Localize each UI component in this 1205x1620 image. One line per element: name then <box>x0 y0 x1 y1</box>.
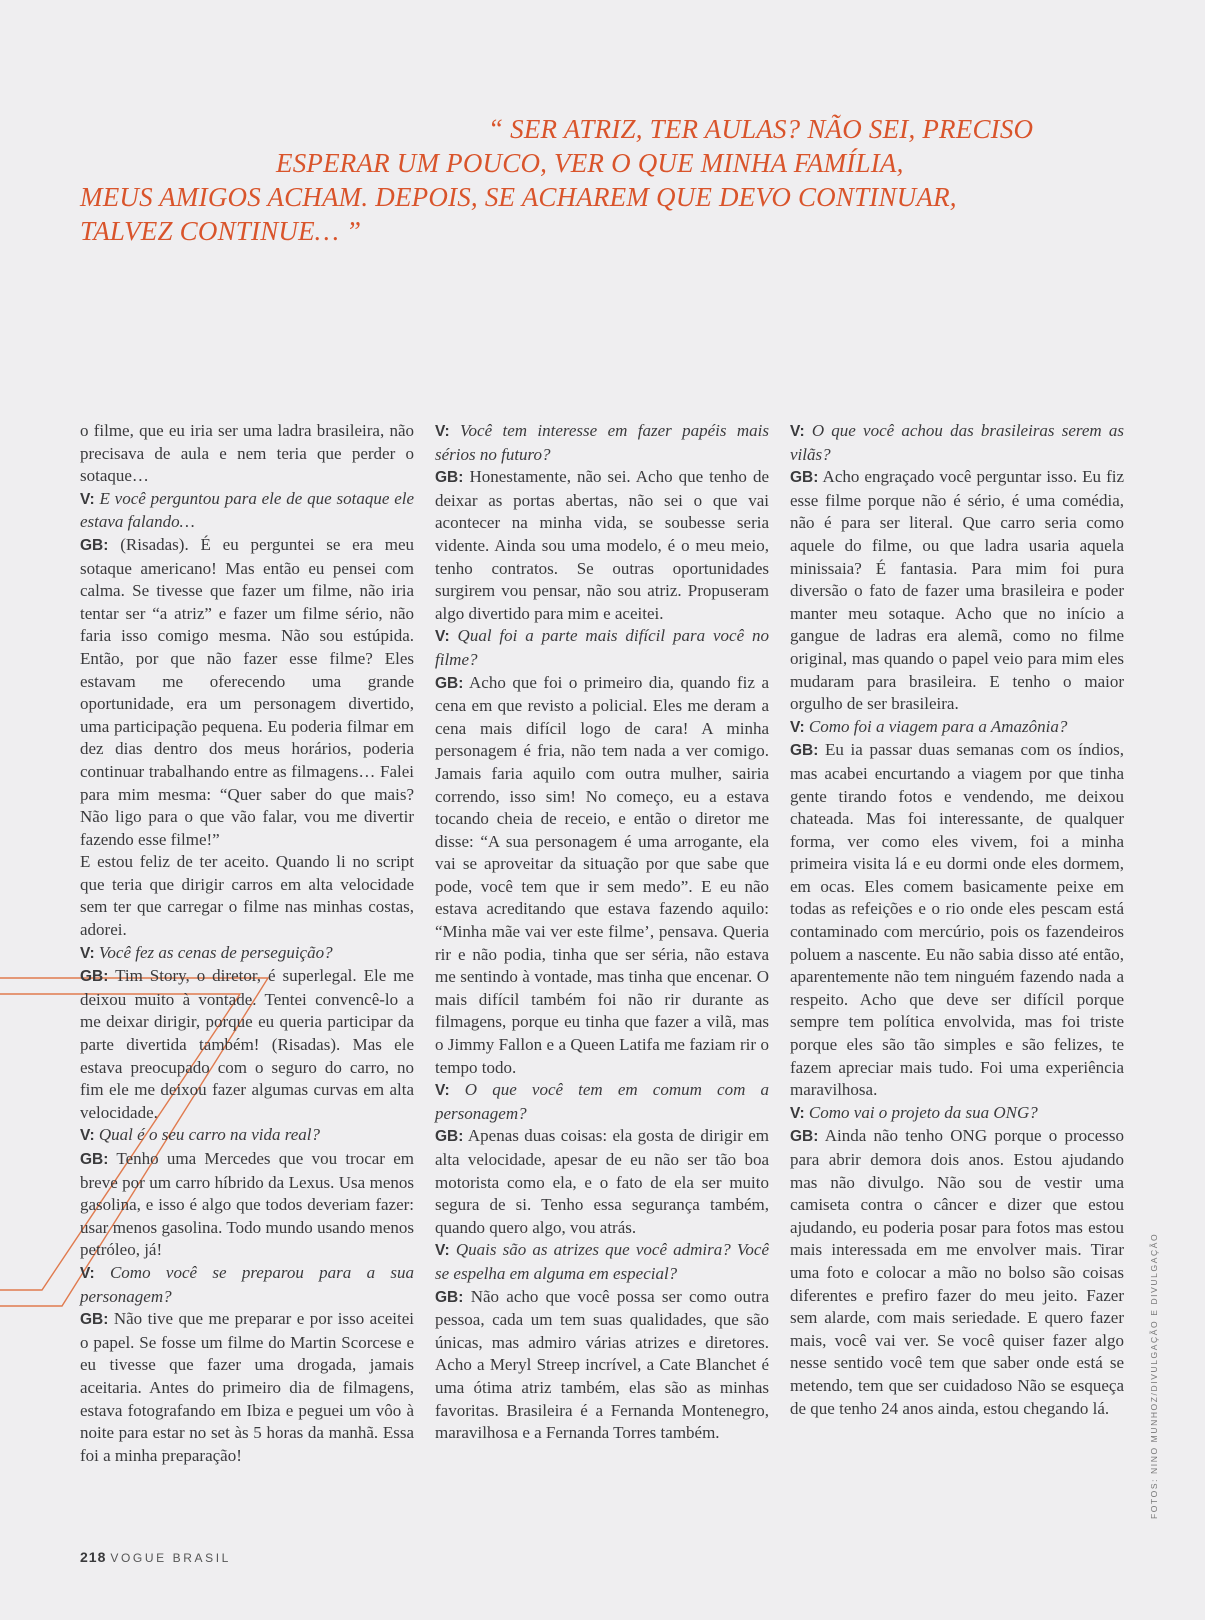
answer-text: Acho que foi o primeiro dia, quando fiz a cena em que revisto a policial. Eles me deram a cena mais difícil logo de cara! A minha personagem é fria, não tem nada a ver comigo. Jamais faria aquilo com outra mulher, sairia correndo, isso sim! No começo, eu a estava tocando cheia de receio, e então o diretor me disse: “A sua personagem é uma arrogante, ela vai se aproveitar da situação por que sabe que pode, você tem que ir sem medo”. E eu não estava acreditando que estava fazendo aquilo: “Minha mãe vai ver este filme’, pensava. Queria rir e não podia, tinha que ser séria, não estava me sentindo à vontade, mas tinha que encenar. O mais difícil também foi não rir durante as filmagens, porque eu tinha que fazer a vilã, mas o Jimmy Fallon e a Queen Latifa me faziam rir o tempo todo. <box>435 672 770 1077</box>
question-text: Como foi a viagem para a Amazônia? <box>808 716 1068 736</box>
interview-question <box>80 488 414 534</box>
question-text: E você perguntou para ele de que sotaque ele estava falando… <box>80 488 415 532</box>
interview-question <box>790 716 1124 740</box>
answer-text: Tim Story, o diretor, é superlegal. Ele me deixou muito à vontade. Tentei convencê-lo a me deixar dirigir, porque eu queria participar da parte divertida também! (Risadas). Mas ele estava preocupado com o seguro do carro, no fim ele me deixou fazer algumas curvas em alta velocidade. <box>80 966 414 1122</box>
speaker-label: GB: <box>80 536 109 554</box>
speaker-label: V: <box>80 1127 95 1145</box>
speaker-label: V: <box>435 1242 450 1260</box>
question-text: O que você tem em comum com a personagem? <box>435 1080 770 1123</box>
speaker-label: V: <box>435 423 450 440</box>
photo-credit: FOTOS: NINO MUNHOZ/DIVULGAÇÃO E DIVULGAÇÃO <box>1149 1232 1159 1519</box>
question-text: Como vai o projeto da sua ONG? <box>808 1102 1038 1122</box>
interview-answer <box>435 1286 769 1445</box>
article-column-2 <box>435 420 769 1445</box>
article-paragraph <box>80 420 414 488</box>
interview-answer <box>790 1125 1124 1420</box>
article-paragraph <box>80 851 414 941</box>
speaker-label: GB: <box>80 968 109 986</box>
paragraph-text: E estou feliz de ter aceito. Quando li no script que teria que dirigir carros em alta velocidade sem ter que carregar o filme nas minhas costas, adorei. <box>80 852 414 940</box>
question-text: Você fez as cenas de perseguição? <box>98 942 333 962</box>
pull-quote-line: TALVEZ CONTINUE… ” <box>80 216 362 246</box>
question-text: Qual foi a parte mais difícil para você no filme? <box>435 626 770 669</box>
page-number: 218 <box>80 1549 107 1565</box>
question-text: Você tem interesse em fazer papéis mais sérios no futuro? <box>435 421 769 464</box>
speaker-label: GB: <box>790 742 819 760</box>
interview-answer <box>80 534 414 851</box>
speaker-label: V: <box>790 718 805 736</box>
interview-question <box>435 1079 769 1125</box>
answer-text: Eu ia passar duas semanas com os índios, mas acabei encurtando a viagem por que tinha gente tirando fotos e vendendo, me deixou chateada. Mas foi interessante, de qualquer forma, ver como eles vivem, foi a minha primeira visita lá e eu dormi onde eles dormem, em ocas. Eles comem basicamente peixe em todas as refeições e o rio onde eles pescam está contaminado com mercúrio, pois os fazendeiros poluem a nascente. Eu não sabia disso até então, aparentemente não tem ninguém fazendo nada a respeito. Acho que deve ser difícil porque sempre tem política envolvida, mas foi triste porque eles são tão simples e são felizes, te fazem apreciar mais tudo. Foi uma experiência maravilhosa. <box>790 740 1124 1100</box>
pull-quote <box>80 112 1060 248</box>
speaker-label: GB: <box>790 1128 819 1146</box>
answer-text: (Risadas). É eu perguntei se era meu sotaque americano! Mas então eu pensei com calma. Se tivesse que fazer um filme, não iria tentar ser “a atriz” e fazer um filme sério, não faria isso comigo mesma. Não sou estúpida. Então, por que não fazer esse filme? Eles estavam me oferecendo uma grande oportunidade, era um personagem divertido, uma participação pequena. Eu poderia filmar em dez dias dentro dos meus horários, poderia continuar trabalhando entre as filmagens… Falei para mim mesma: “Quer saber do que mais? Não ligo para o que vão falar, vou me divertir fazendo esse filme!” <box>80 534 415 849</box>
paragraph-text: o filme, que eu iria ser uma ladra brasileira, não precisava de aula e nem teria que perder o sotaque… <box>80 421 414 486</box>
page-footer <box>80 1549 231 1565</box>
speaker-label: GB: <box>435 1288 464 1306</box>
speaker-label: GB: <box>435 469 464 487</box>
speaker-label: V: <box>80 490 95 508</box>
speaker-label: V: <box>790 1104 805 1122</box>
answer-text: Não tive que me preparar e por isso aceitei o papel. Se fosse um filme do Martin Scorcese e eu tivesse que fazer uma drogada, jamais aceitaria. Antes do primeiro dia de filmagens, estava fotografando em Ibiza e peguei um vôo à noite para estar no set às 5 horas da manhã. Essa foi a minha preparação! <box>80 1309 415 1465</box>
article-column-3 <box>790 420 1124 1420</box>
pull-quote-line: “ SER ATRIZ, TER AULAS? NÃO SEI, PRECISO <box>488 114 1034 144</box>
interview-answer <box>80 1148 414 1262</box>
interview-question <box>790 1102 1124 1126</box>
interview-answer <box>790 739 1124 1102</box>
answer-text: Honestamente, não sei. Acho que tenho de deixar as portas abertas, não sei o que vai acontecer na minha vida, se soubesse seria vidente. Ainda sou uma modelo, é o meu meio, tenho contratos. Se outras oportunidades surgirem vou pensar, não sou atriz. Propuseram algo divertido para mim e aceitei. <box>435 467 770 623</box>
speaker-label: V: <box>435 1082 450 1100</box>
interview-answer <box>790 466 1124 716</box>
interview-question <box>80 942 414 966</box>
answer-text: Ainda não tenho ONG porque o processo para abrir demora dois anos. Estou ajudando mas não divulgo. Não sou de vestir uma camiseta contra o câncer e dizer que estou ajudando, eu poderia posar para fotos mas estou mais interessada em me envolver mais. Tirar uma foto e colocar a mão no bolso são coisas diferentes e prefiro fazer do meu jeito. Fazer sem alarde, com mais seriedade. E quero fazer mais, você vai ver. Se você quiser fazer algo nesse sentido você tem que saber onde está se metendo, tem que ser cuidadoso Não se esqueça de que tenho 24 anos ainda, estou chegando lá. <box>790 1126 1124 1418</box>
interview-question <box>80 1262 414 1308</box>
speaker-label: V: <box>80 1264 95 1282</box>
question-text: Qual é o seu carro na vida real? <box>98 1125 321 1145</box>
speaker-label: GB: <box>80 1311 109 1329</box>
magazine-name: VOGUE BRASIL <box>110 1551 231 1565</box>
interview-question <box>435 1239 769 1285</box>
article-column-1 <box>80 420 414 1467</box>
interview-question <box>80 1124 414 1148</box>
answer-text: Apenas duas coisas: ela gosta de dirigir em alta velocidade, apesar de eu não ser tão boa motorista como ela, e o fato de ela ser muito segura de si. Tenho essa segurança também, quando quero algo, vou atrás. <box>435 1126 769 1237</box>
interview-answer <box>80 1308 414 1467</box>
speaker-label: GB: <box>435 674 464 692</box>
pull-quote-line: ESPERAR UM POUCO, VER O QUE MINHA FAMÍLIA, <box>276 148 904 178</box>
speaker-label: GB: <box>80 1151 109 1168</box>
interview-answer <box>80 965 414 1124</box>
question-text: O que você achou das brasileiras serem as vilãs? <box>790 421 1124 464</box>
question-text: Como você se preparou para a sua personagem? <box>80 1262 414 1306</box>
speaker-label: V: <box>435 628 450 646</box>
interview-question <box>790 420 1124 466</box>
answer-text: Não acho que você possa ser como outra pessoa, cada um tem suas qualidades, que são únicas, mas admiro várias atrizes e diretores. Acho a Meryl Streep incrível, a Cate Blanchet é uma ótima atriz também, elas são as minhas favoritas. Brasileira é a Fernanda Montenegro, maravilhosa e a Fernanda Torres também. <box>435 1286 769 1443</box>
answer-text: Tenho uma Mercedes que vou trocar em breve por um carro híbrido da Lexus. Usa menos gasolina, e isso é algo que todos deveriam fazer: usar menos gasolina. Todo mundo usando menos petróleo, já! <box>80 1149 414 1260</box>
answer-text: Acho engraçado você perguntar isso. Eu fiz esse filme porque não é sério, é uma comédia, não é para ser literal. Que carro seria como aquele do filme, ou que ladra usaria aquela minissaia? É fantasia. Para mim foi pura diversão o fato de fazer uma brasileira e poder manter meu sotaque. Acho que no início a gangue de ladras era alemã, como no filme original, mas quando o papel veio para mim eles mudaram para brasileira. E tenho o maior orgulho de ser brasileira. <box>790 467 1124 714</box>
interview-answer <box>435 1125 769 1239</box>
question-text: Quais são as atrizes que você admira? Você se espelha em alguma em especial? <box>435 1240 770 1283</box>
interview-answer <box>435 672 769 1080</box>
speaker-label: GB: <box>790 469 819 487</box>
speaker-label: GB: <box>435 1128 464 1146</box>
interview-question <box>435 625 769 671</box>
pull-quote-line: MEUS AMIGOS ACHAM. DEPOIS, SE ACHAREM QUE DEVO CONTINUAR, <box>80 182 957 212</box>
interview-answer <box>435 466 769 625</box>
interview-question <box>435 420 769 466</box>
speaker-label: V: <box>790 423 805 440</box>
speaker-label: V: <box>80 944 95 962</box>
